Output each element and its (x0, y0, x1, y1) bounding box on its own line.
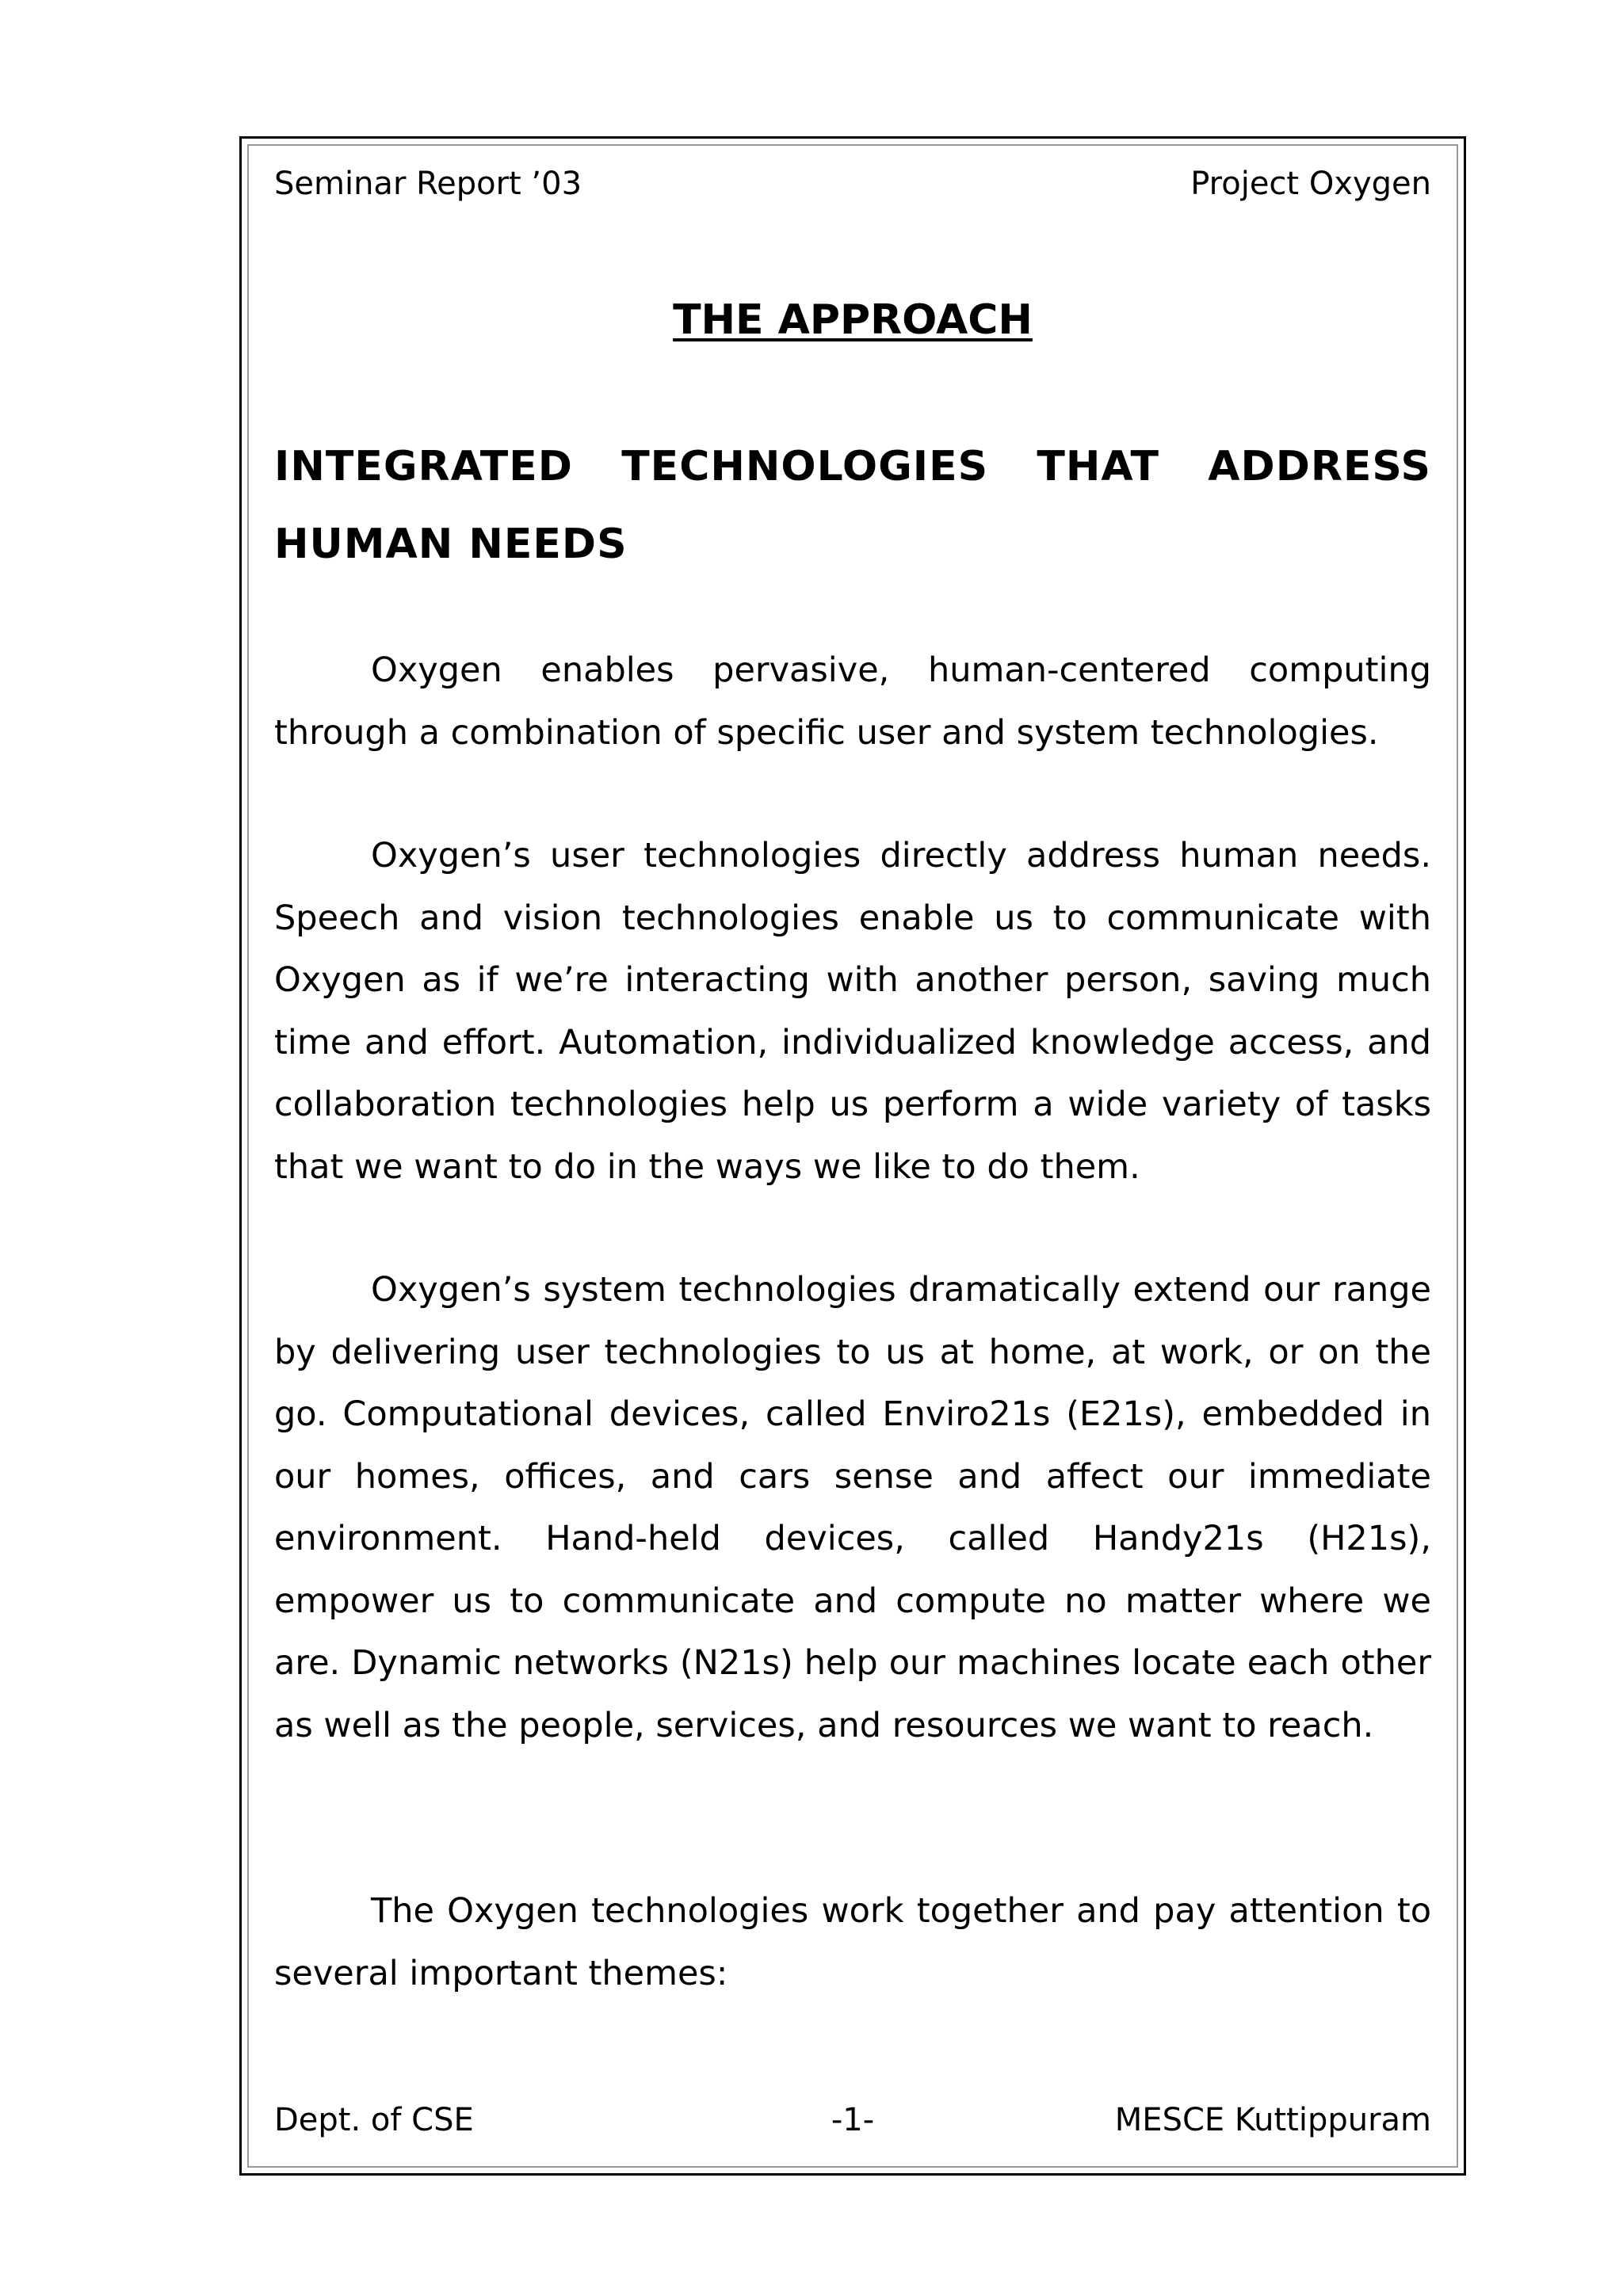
paragraph: The Oxygen technologies work together and pay attention to several important themes: (274, 1891, 1431, 1993)
header-right-text: Project Oxygen (1190, 166, 1431, 202)
page-footer (274, 2101, 1431, 2139)
paragraph: Oxygen’s system technologies dramatically extend our range by delivering user technologies to us at home, at work, or on the go. Computational devices, called Enviro21s (E21s), embedded in our homes, offices, and cars sense and affect our immediate environment. Hand-held devices, called Handy21s (H21s), empower us to communicate and compute no matter where we are. Dynamic networks (N21s) help our machines locate each other as well as the people, services, and resources we want to reach. (274, 1270, 1431, 1745)
page-number: -1- (831, 2102, 875, 2138)
paragraph: Oxygen enables pervasive, human-centered computing through a combination of specific user and system technologies. (274, 650, 1431, 753)
page-title: THE APPROACH (673, 296, 1033, 344)
section-heading: INTEGRATED TECHNOLOGIES THAT ADDRESS HUMAN NEEDS (274, 443, 1431, 568)
footer-left-text: Dept. of CSE (274, 2102, 474, 2138)
header-left-text: Seminar Report ’03 (274, 166, 582, 202)
paragraph: Oxygen’s user technologies directly address human needs. Speech and vision technologies enable us to communicate with Oxygen as if we’re interacting with another person, saving much time and effort. Automation, individualized knowledge access, and collaboration technologies help us perform a wide variety of tasks that we want to do in the ways we like to do them. (274, 836, 1431, 1187)
footer-right-text: MESCE Kuttippuram (1114, 2102, 1432, 2138)
page-header (274, 165, 1431, 203)
